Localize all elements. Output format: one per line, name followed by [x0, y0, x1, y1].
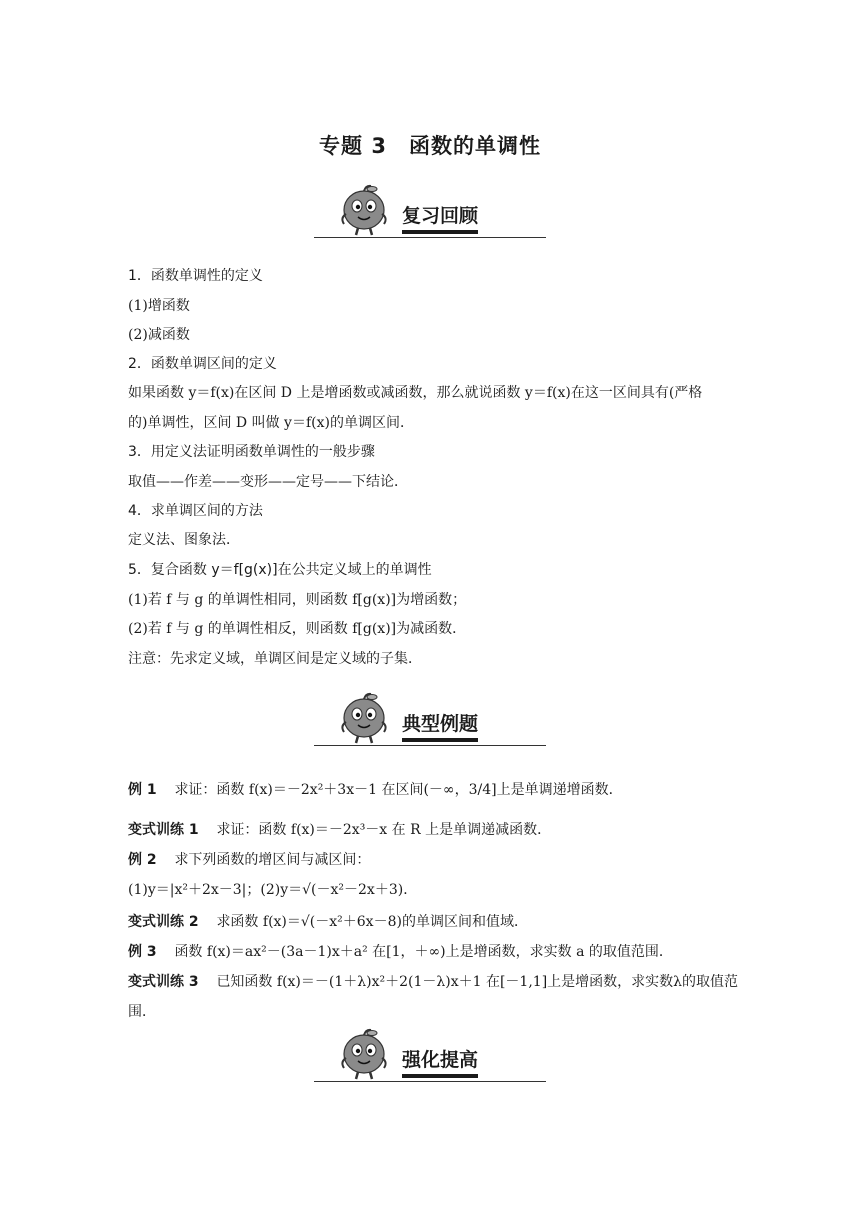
section-banner-examples — [314, 696, 546, 746]
section-banner-advanced — [314, 1032, 546, 1082]
example-label: 例 3 — [128, 944, 157, 960]
text-line: 的)单调性，区间 D 叫做 y＝f(x)的单调区间． — [128, 415, 414, 431]
example-text: 求证：函数 f(x)＝－2x²＋3x－1 在区间(－∞，3/4]上是单调递增函数． — [174, 782, 623, 798]
example-2 — [128, 850, 370, 870]
variant-text: 已知函数 f(x)＝－(1＋λ)x²＋2(1－λ)x＋1 在[－1,1]上是增函数，求实数λ的取值范 — [216, 974, 739, 990]
apple-mascot-icon — [336, 1028, 396, 1082]
section-divider — [314, 745, 546, 746]
section-banner-review — [314, 188, 546, 238]
text-line: (2)若 f 与 g 的单调性相反，则函数 f[g(x)]为减函数． — [128, 621, 467, 637]
heading-4: 4．求单调区间的方法 — [128, 503, 263, 519]
variant-text: 求函数 f(x)＝√(－x²＋6x－8)的单调区间和值域． — [216, 914, 528, 930]
variant-text: 求证：函数 f(x)＝－2x³－x 在 R 上是单调递减函数． — [216, 822, 552, 838]
example-label: 例 2 — [128, 852, 157, 868]
section-title: 强化提高 — [402, 1045, 478, 1078]
section-title: 复习回顾 — [402, 201, 478, 234]
example-label: 例 1 — [128, 782, 157, 798]
section-title: 典型例题 — [402, 709, 478, 742]
page-title: 专题 3 函数的单调性 — [319, 134, 541, 158]
variant-2 — [128, 912, 528, 932]
variant-label: 变式训练 1 — [128, 822, 199, 838]
apple-mascot-icon — [336, 692, 396, 746]
text-line: 取值——作差——变形——定号——下结论． — [128, 474, 408, 490]
example-text: 求下列函数的增区间与减区间： — [174, 852, 371, 868]
text-line: 如果函数 y＝f(x)在区间 D 上是增函数或减函数，那么就说函数 y＝f(x)在这一区间具有(严格 — [128, 385, 703, 401]
heading-1: 1．函数单调性的定义 — [128, 268, 263, 284]
variant-label: 变式训练 3 — [128, 974, 199, 990]
text-line: 围． — [128, 1004, 156, 1020]
example-1 — [128, 780, 623, 800]
example-2-items: (1)y＝|x²＋2x－3|；(2)y＝√(－x²－2x＋3)． — [128, 882, 418, 898]
example-3 — [128, 942, 673, 962]
text-line: (1)增函数 — [128, 298, 190, 314]
example-text: 函数 f(x)＝ax²－(3a－1)x＋a² 在[1，＋∞)上是增函数，求实数 a 的取值范围． — [174, 944, 673, 960]
variant-1 — [128, 820, 551, 840]
text-line: (2)减函数 — [128, 327, 190, 343]
heading-3: 3．用定义法证明函数单调性的一般步骤 — [128, 444, 375, 460]
heading-2: 2．函数单调区间的定义 — [128, 356, 277, 372]
section-divider — [314, 237, 546, 238]
note-line: 注意：先求定义域，单调区间是定义域的子集． — [128, 651, 422, 667]
apple-mascot-icon — [336, 184, 396, 238]
section-divider — [314, 1081, 546, 1082]
text-line: (1)若 f 与 g 的单调性相同，则函数 f[g(x)]为增函数； — [128, 592, 467, 608]
heading-5: 5．复合函数 y＝f[g(x)]在公共定义域上的单调性 — [128, 562, 432, 578]
text-line: 定义法、图象法． — [128, 532, 240, 548]
variant-3 — [128, 972, 738, 992]
variant-label: 变式训练 2 — [128, 914, 199, 930]
